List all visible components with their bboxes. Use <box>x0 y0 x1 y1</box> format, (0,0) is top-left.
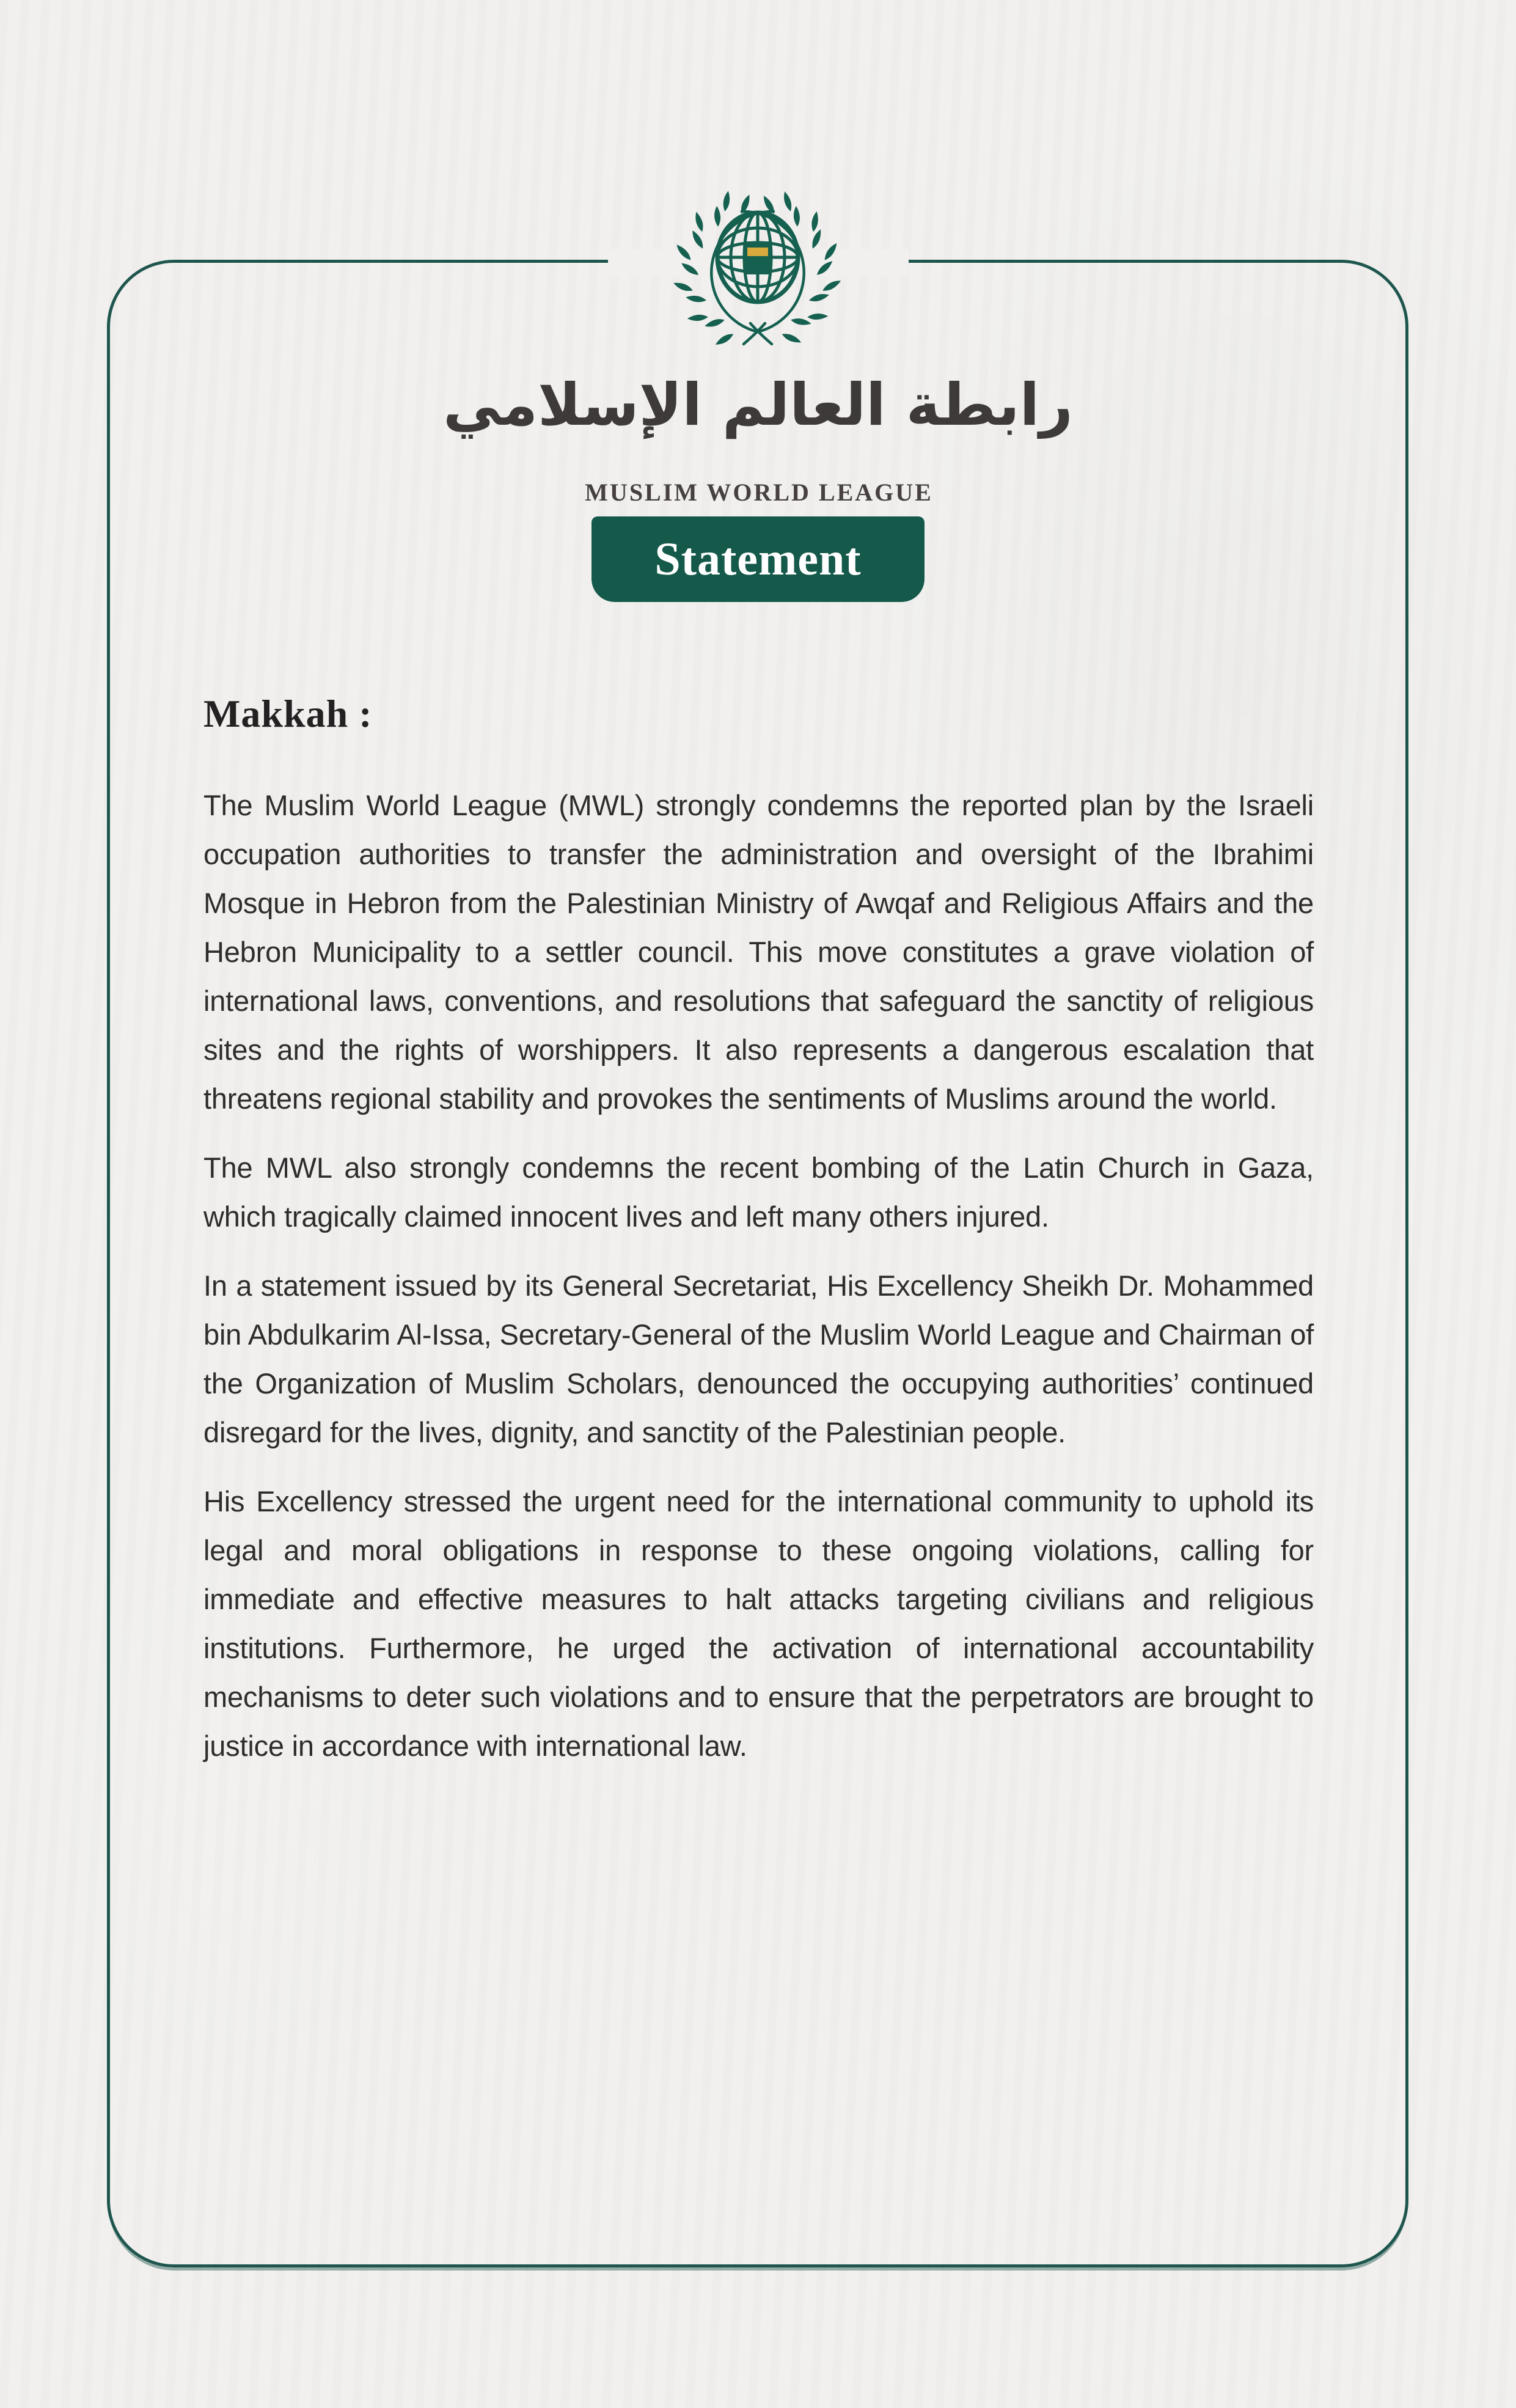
statement-body <box>203 689 1314 1771</box>
arabic-calligraphy: رابطة العالم الإسلامي <box>443 372 1073 439</box>
paragraph-3: In a statement issued by its General Secretariat, His Excellency Sheikh Dr. Mohammed bin Abdulkarim Al-Issa, Secretary-General of the Muslim World League and Chairman of the Organization of Muslim Scholars, denounced the occupying authorities’ continued disregard for the lives, dignity, and sanctity of the Palestinian people. <box>203 1269 1314 1448</box>
wreath-globe-emblem-icon <box>672 180 843 358</box>
statement-badge-label: Statement <box>654 533 862 585</box>
paragraph-1: The Muslim World League (MWL) strongly condemns the reported plan by the Israeli occupation authorities to transfer the administration and oversight of the Ibrahimi Mosque in Hebron from the Palestinian Ministry of Awqaf and Religious Affairs and the Hebron Municipality to a settler council. This move constitutes a grave violation of international laws, conventions, and resolutions that safeguard the sanctity of religious sites and the rights of worshippers. It also represents a dangerous escalation that threatens regional stability and provokes the sentiments of Muslims around the world. <box>203 789 1314 1115</box>
kaaba-icon <box>744 241 771 274</box>
paragraph-2: The MWL also strongly condemns the recent bombing of the Latin Church in Gaza, which tragically claimed innocent lives and left many others injured. <box>203 1151 1314 1233</box>
paragraph-4: His Excellency stressed the urgent need for the international community to uphold its legal and moral obligations in response to these ongoing violations, calling for immediate and effective measures to halt attacks targeting civilians and religious institutions. Furthermore, he urged the activation of international accountability mechanisms to deter such violations and to ensure that the perpetrators are brought to justice in accordance with international law. <box>203 1485 1314 1762</box>
statement-badge <box>591 516 925 602</box>
dateline: Makkah : <box>203 692 373 735</box>
org-name: MUSLIM WORLD LEAGUE <box>585 479 933 506</box>
